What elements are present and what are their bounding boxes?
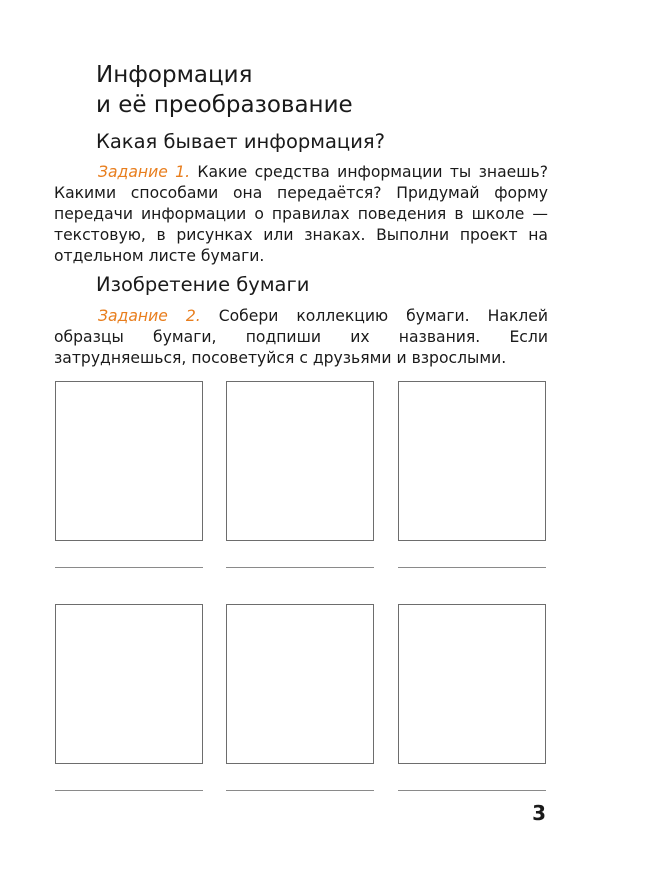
paper-sample-box[interactable] — [226, 604, 374, 764]
page-number: 3 — [532, 801, 546, 825]
paper-name-line[interactable] — [226, 790, 374, 791]
page-title-line-1: Информация — [96, 62, 253, 88]
paper-name-line[interactable] — [398, 567, 546, 568]
paper-sample-box[interactable] — [55, 604, 203, 764]
paper-sample-box[interactable] — [398, 604, 546, 764]
paper-name-line[interactable] — [55, 567, 203, 568]
page-title — [96, 60, 516, 120]
section-heading-paper-invention: Изобретение бумаги — [96, 273, 310, 296]
page-title-line-2: и её преобразование — [96, 92, 353, 118]
task-2-label: Задание 2. — [98, 307, 201, 325]
paper-name-line[interactable] — [55, 790, 203, 791]
paper-sample-box[interactable] — [55, 381, 203, 541]
paper-sample-box[interactable] — [398, 381, 546, 541]
task-1-text: Какие средства информации ты знаешь? Какими способами она передаётся? Придумай форму передачи информации о правилах поведения в школе — текстовую, в рисунках или знаках. Выполни проект на отдельном листе бумаги. — [54, 163, 548, 265]
paper-name-line[interactable] — [226, 567, 374, 568]
task-2-text: Собери коллекцию бумаги. Наклей образцы бумаги, подпиши их названия. Если затрудняешься, посоветуйся с друзьями и взрослыми. — [54, 307, 549, 367]
paper-sample-box[interactable] — [226, 381, 374, 541]
task-1-paragraph — [54, 162, 548, 267]
task-2-paragraph — [54, 306, 548, 369]
task-1-label: Задание 1. — [98, 163, 191, 181]
section-heading-information-types: Какая бывает информация? — [96, 130, 385, 153]
paper-name-line[interactable] — [398, 790, 546, 791]
